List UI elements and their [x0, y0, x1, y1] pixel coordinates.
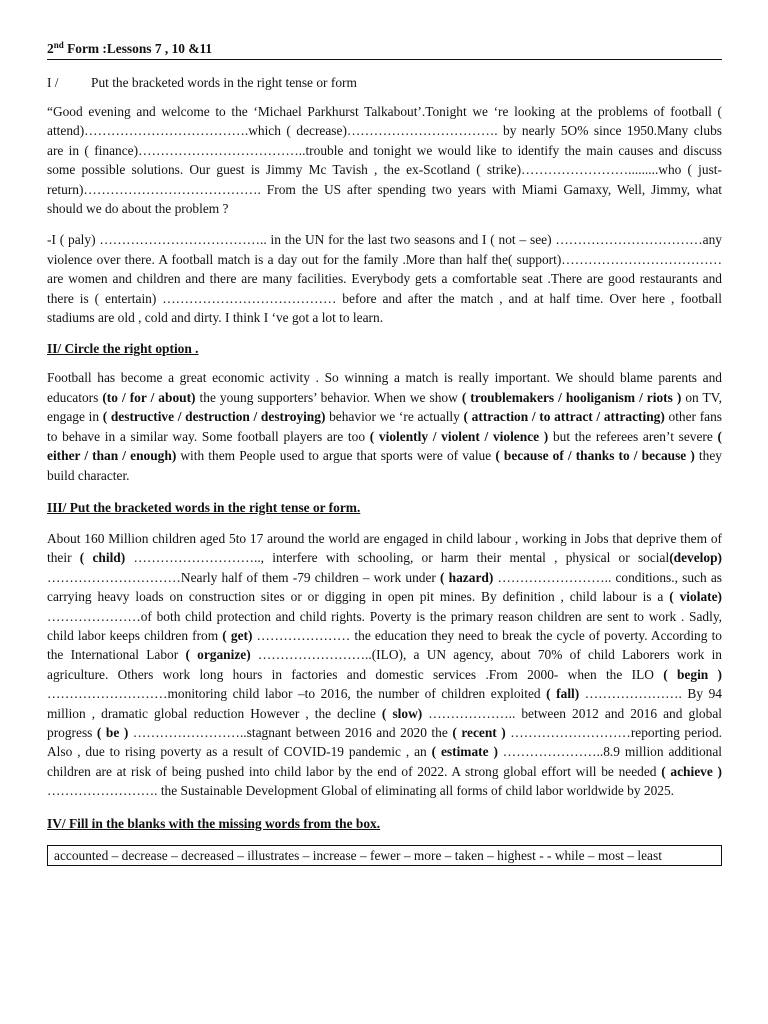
text-run: ………………… the education they need to break the cycle of poverty. According to the International Labor: [47, 627, 722, 663]
text-run: …………………of both child protection and child rights. Poverty is the primary reason children are sent to work . Sadly, child labor keeps children from: [47, 608, 722, 643]
option-group[interactable]: ( either / than / enough): [47, 428, 722, 464]
text-run: ……………….. between 2012 and 2016 and global progress: [47, 705, 722, 740]
text-run: behavior we ‘re actually: [325, 409, 464, 425]
bracketed-word: ( recent ): [452, 724, 506, 740]
header-title: Form :Lessons 7 , 10 &11: [63, 41, 213, 56]
text-run: Football has become a great economic activity . So winning a match is really important. We should blame parents and educators: [47, 370, 722, 405]
section1-paragraph-1: “Good evening and welcome to the ‘Michael Parkhurst Talkabout’.Tonight we ‘re looking at the problems of football ( attend)……………………………….which ( decrease)……………………………. by nearly 5O% since 1950.Many clubs are in ( finance)………………………………..trouble and tonight we would like to identify the main causes and discuss some possible solutions. Our guest is Jimmy Mc Tavish , the ex-Scotland ( strike)…………………….........who ( just-return)…………………………………. From the US after spending two years with Miami Gamaxy, Well, Jimmy, what should we do about the problem ?: [47, 104, 722, 217]
text-run: …………………. By 94 million , dramatic global reduction However , the decline: [47, 686, 722, 721]
text-run: …………………….. conditions., such as carrying heavy loads on construction sites or or digging in open pit mines. By definition , child labour is a: [47, 569, 722, 605]
text-run: ………………………reporting period. Also , due to rising poverty as a result of COVID-19 pandemic , an: [47, 724, 722, 760]
bracketed-word: ( get): [222, 627, 253, 643]
bracketed-word: ( fall): [546, 686, 580, 702]
option-group[interactable]: ( violently / violent / violence ): [369, 428, 549, 444]
bracketed-word: ( organize): [185, 647, 251, 663]
section2-paragraph: [47, 368, 722, 484]
bracketed-word: (develop): [669, 550, 722, 566]
bracketed-word: ( be ): [96, 724, 129, 740]
text-run: other fans to behave in a similar way. Some football players are too: [47, 409, 723, 444]
text-run: the young supporters’ behavior. When we show: [195, 389, 462, 405]
text-run: About 160 Million children aged 5to 17 around the world are engaged in child labour , working in Jobs that deprive them of their: [47, 530, 722, 566]
bracketed-word: ( child): [79, 550, 126, 566]
section1-instruction-text: Put the bracketed words in the right tense or form: [91, 75, 357, 90]
text-run: on TV, engage in: [47, 389, 722, 425]
text-run: ………………………monitoring child labor –to 2016, the number of children exploited: [47, 686, 547, 702]
text-run: …………………………Nearly half of them -79 children – work under: [47, 569, 441, 585]
option-group[interactable]: (to / for / about): [102, 389, 196, 405]
header-form-superscript: nd: [53, 40, 64, 50]
option-group[interactable]: ( troublemakers / hooliganism / riots ): [461, 389, 682, 405]
bracketed-word: ( slow): [381, 705, 423, 721]
header-form-number: 2: [47, 41, 54, 56]
section2-heading: II/ Circle the right option .: [47, 341, 199, 357]
option-group[interactable]: ( because of / thanks to / because ): [495, 448, 695, 464]
option-group[interactable]: ( attraction / to attract / attracting): [463, 409, 665, 425]
bracketed-word: ( estimate ): [431, 744, 498, 760]
text-run: ……………………..stagnant between 2016 and 2020 the: [128, 724, 453, 740]
section3-heading: III/ Put the bracketed words in the right tense or form.: [47, 499, 361, 515]
worksheet-page: [47, 40, 722, 866]
text-run: ……………………. the Sustainable Development Global of eliminating all forms of child labor worldwide by 2025.: [47, 783, 675, 799]
text-run: but the referees aren’t severe: [548, 428, 718, 444]
page-header: [47, 40, 722, 60]
bracketed-word: ( violate): [669, 589, 722, 605]
word-box: [47, 845, 722, 866]
word-box-text: accounted – decrease – decreased – illustrates – increase – fewer – more – taken – highest - - while – most – least: [54, 847, 662, 863]
text-run: with them People used to argue that sports were of value: [176, 448, 496, 464]
bracketed-word: ( begin ): [663, 666, 722, 682]
option-group[interactable]: ( destructive / destruction / destroying): [102, 409, 326, 425]
section4-heading: IV/ Fill in the blanks with the missing words from the box.: [47, 815, 381, 831]
section1-number: I /: [47, 75, 59, 90]
bracketed-word: ( hazard): [440, 569, 494, 585]
text-run: ……………………….., interfere with schooling, or harm their mental , physical or social: [125, 550, 670, 566]
text-run: …………………..8.9 million additional children are at risk of being pushed into child labor by the end of 2022. A strong global effort will be needed: [47, 744, 722, 779]
text-run: they build character.: [47, 448, 722, 483]
section1-instruction: [47, 74, 722, 92]
section3-paragraph: [47, 529, 722, 801]
text-run: ……………………..(ILO), a UN agency, about 70% of child Laborers work in agriculture. Others work long hours in factories and domestic services .From 2000- when the ILO: [47, 647, 722, 682]
bracketed-word: ( achieve ): [661, 763, 722, 779]
section1-paragraph-2: -I ( paly) ……………………………….. in the UN for the last two seasons and I ( not – see) ……………………………any violence over there. A football match is a day out for the family .More than half the( support)………………………………are women and children and there are many facilities. Everybody gets a comfortable seat .There are good restaurants and there is ( entertain) ………………………………… before and after the match , and at half time. Over here , football stadiums are old , cold and dirty. I think I ‘ve got a lot to learn.: [47, 232, 722, 326]
